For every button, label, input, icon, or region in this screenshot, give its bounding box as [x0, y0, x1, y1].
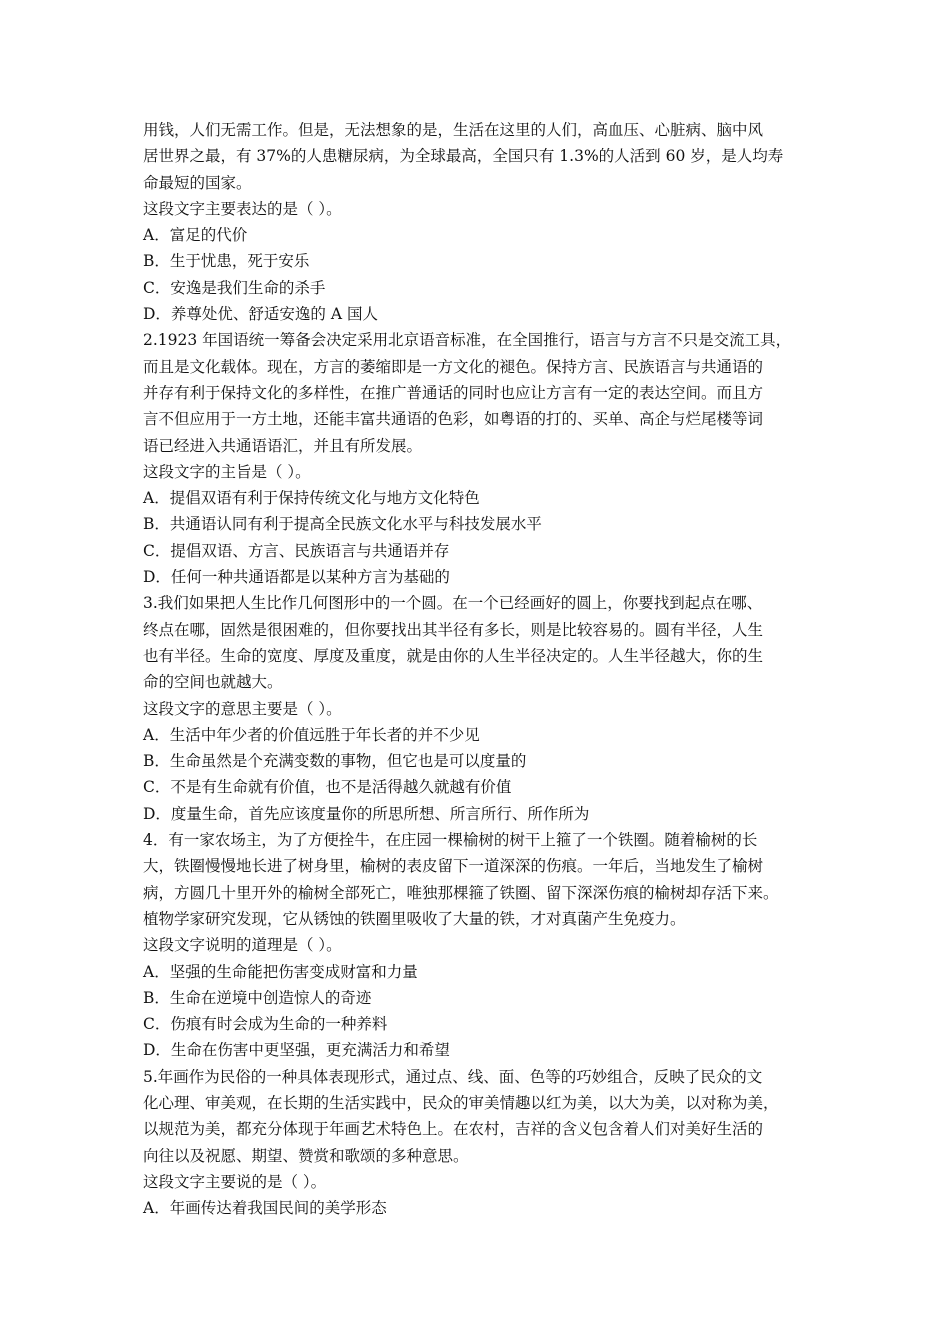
question-stem: 这段文字的主旨是（ ）。: [143, 462, 311, 481]
passage-paragraph: [143, 1064, 809, 1169]
passage-line: 5.年画作为民俗的一种具体表现形式，通过点、线、面、色等的巧妙组合，反映了民众的文: [143, 1067, 763, 1086]
answer-option: C．不是有生命就有价值，也不是活得越久就越有价值: [143, 778, 512, 797]
answer-option: B．生命在逆境中创造惊人的奇迹: [143, 988, 372, 1007]
answer-option: A．坚强的生命能把伤害变成财富和力量: [143, 962, 418, 981]
answer-option: A．提倡双语有利于保持传统文化与地方文化特色: [143, 489, 480, 508]
passage-line: 言不但应用于一方土地，还能丰富共通语的色彩，如粤语的打的、买单、高企与烂尾楼等词: [143, 410, 764, 429]
answer-option: D．生命在伤害中更坚强，更充满活力和希望: [143, 1041, 450, 1060]
question-stem: 这段文字主要表达的是（ ）。: [143, 199, 342, 218]
passage-line: 居世界之最，有 37%的人患糖尿病，为全球最高，全国只有 1.3%的人活到 60 岁，是人均寿: [143, 147, 784, 166]
passage-line: 大，铁圈慢慢地长进了树身里，榆树的表皮留下一道深深的伤痕。一年后，当地发生了榆树: [143, 857, 764, 876]
passage-paragraph: [143, 117, 809, 196]
passage-line: 病，方圆几十里开外的榆树全部死亡，唯独那棵箍了铁圈、留下深深伤痕的榆树却存活下来。: [143, 883, 779, 902]
answer-option: B．共通语认同有利于提高全民族文化水平与科技发展水平: [143, 515, 542, 534]
answer-option: C．伤痕有时会成为生命的一种养料: [143, 1015, 388, 1034]
answer-option: A．富足的代价: [143, 226, 248, 245]
passage-line: 以规范为美，都充分体现于年画艺术特色上。在农村，吉祥的含义包含着人们对美好生活的: [143, 1120, 764, 1139]
passage-line: 而且是文化载体。现在，方言的萎缩即是一方文化的褪色。保持方言、民族语言与共通语的: [143, 357, 764, 376]
question-stem: 这段文字说明的道理是（ ）。: [143, 936, 342, 955]
passage-line: 3.我们如果把人生比作几何图形中的一个圆。在一个已经画好的圆上，你要找到起点在哪、: [143, 594, 763, 613]
answer-option: B．生于忧患，死于安乐: [143, 252, 310, 271]
answer-option: A．年画传达着我国民间的美学形态: [143, 1199, 387, 1218]
answer-option: D．养尊处优、舒适安逸的 A 国人: [143, 305, 378, 324]
passage-line: 植物学家研究发现，它从锈蚀的铁圈里吸收了大量的铁，才对真菌产生免疫力。: [143, 909, 686, 928]
answer-option: A．生活中年少者的价值远胜于年长者的并不少见: [143, 725, 480, 744]
passage-line: 2.1923 年国语统一筹备会决定采用北京语音标准，在全国推行，语言与方言不只是交流工具，: [143, 331, 792, 350]
passage-line: 向往以及祝愿、期望、赞赏和歌颂的多种意思。: [143, 1146, 469, 1165]
passage-line: 用钱，人们无需工作。但是，无法想象的是，生活在这里的人们，高血压、心脏病、脑中风: [143, 121, 764, 139]
passage-line: 化心理、审美观，在长期的生活实践中，民众的审美情趣以红为美，以大为美，以对称为美，: [143, 1093, 779, 1112]
passage-line: 4．有一家农场主，为了方便拴牛，在庄园一棵榆树的树干上箍了一个铁圈。随着榆树的长: [143, 831, 758, 850]
passage-line: 语已经进入共通语语汇，并且有所发展。: [143, 436, 423, 455]
passage-paragraph: [143, 827, 809, 932]
document-page: [143, 117, 809, 1221]
answer-option: C．提倡双语、方言、民族语言与共通语并存: [143, 541, 450, 560]
passage-line: 命的空间也就越大。: [143, 673, 283, 692]
answer-option: D．任何一种共通语都是以某种方言为基础的: [143, 568, 450, 587]
passage-line: 终点在哪，固然是很困难的，但你要找出其半径有多长，则是比较容易的。圆有半径，人生: [143, 620, 764, 639]
question-stem: 这段文字的意思主要是（ ）。: [143, 699, 342, 718]
passage-line: 也有半径。生命的宽度、厚度及重度，就是由你的人生半径决定的。人生半径越大，你的生: [143, 646, 764, 665]
answer-option: D．度量生命，首先应该度量你的所思所想、所言所行、所作所为: [143, 804, 590, 823]
answer-option: B．生命虽然是个充满变数的事物，但它也是可以度量的: [143, 752, 527, 771]
passage-paragraph: [143, 327, 809, 458]
question-stem: 这段文字主要说的是（ ）。: [143, 1172, 327, 1191]
passage-line: 命最短的国家。: [143, 173, 252, 192]
passage-line: 并存有利于保持文化的多样性，在推广普通话的同时也应让方言有一定的表达空间。而且方: [143, 383, 764, 402]
answer-option: C．安逸是我们生命的杀手: [143, 278, 326, 297]
passage-paragraph: [143, 590, 809, 695]
